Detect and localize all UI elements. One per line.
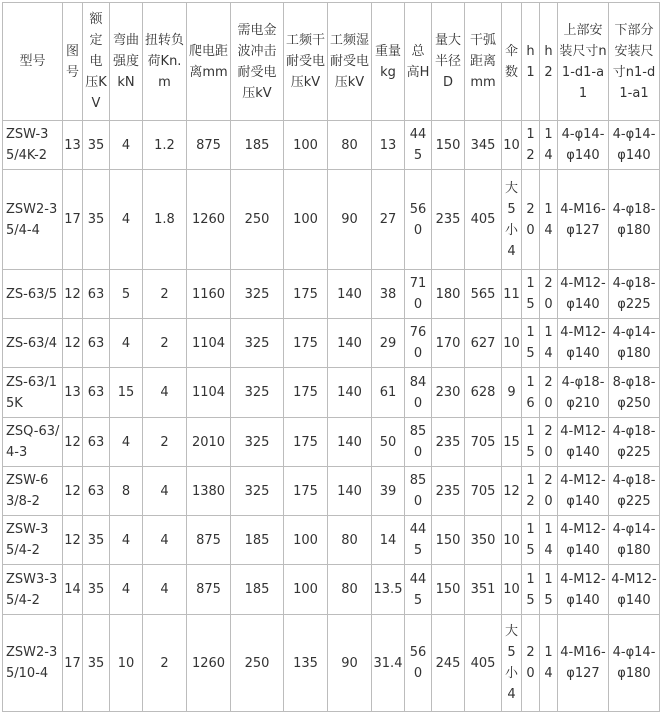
cell-total-height: 445 (405, 565, 432, 615)
table-row (3, 270, 660, 319)
cell-weight: 14 (372, 516, 405, 565)
cell-drawing-no: 12 (63, 516, 83, 565)
cell-creepage-distance: 875 (187, 121, 231, 170)
cell-h1: 12 (522, 121, 540, 170)
cell-h1: 15 (522, 565, 540, 615)
cell-weight: 27 (372, 170, 405, 270)
cell-weight: 13.5 (372, 565, 405, 615)
cell-total-height: 560 (405, 615, 432, 712)
cell-creepage-distance: 1380 (187, 467, 231, 516)
cell-total-height: 445 (405, 516, 432, 565)
cell-drawing-no: 12 (63, 270, 83, 319)
cell-total-height: 760 (405, 319, 432, 368)
cell-dry-withstand: 135 (284, 615, 328, 712)
cell-dry-withstand: 100 (284, 516, 328, 565)
cell-weight: 61 (372, 368, 405, 418)
cell-torsion-load: 4 (143, 565, 187, 615)
cell-top-mount: 4-M12-φ140 (558, 467, 609, 516)
cell-wet-withstand: 140 (328, 467, 372, 516)
cell-creepage-distance: 2010 (187, 418, 231, 467)
cell-model: ZSW2-35/10-4 (3, 615, 63, 712)
cell-creepage-distance: 1104 (187, 368, 231, 418)
cell-bottom-mount: 4-φ14-φ180 (609, 319, 660, 368)
cell-arcing-distance: 627 (465, 319, 502, 368)
header-drawing-no: 图号 (63, 3, 83, 121)
cell-wet-withstand: 140 (328, 418, 372, 467)
cell-top-mount: 4-φ18-φ210 (558, 368, 609, 418)
cell-dry-withstand: 100 (284, 121, 328, 170)
cell-drawing-no: 17 (63, 615, 83, 712)
cell-model: ZSW2-35/4-4 (3, 170, 63, 270)
cell-top-mount: 4-M16-φ127 (558, 615, 609, 712)
cell-bottom-mount: 4-φ14-φ140 (609, 121, 660, 170)
cell-h1: 12 (522, 467, 540, 516)
cell-bottom-mount: 8-φ18-φ250 (609, 368, 660, 418)
cell-weight: 39 (372, 467, 405, 516)
cell-shed-count: 大5小4 (502, 615, 522, 712)
cell-top-mount: 4-M16-φ127 (558, 170, 609, 270)
cell-bending-strength: 4 (110, 516, 143, 565)
cell-top-mount: 4-M12-φ140 (558, 565, 609, 615)
cell-arcing-distance: 345 (465, 121, 502, 170)
cell-total-height: 840 (405, 368, 432, 418)
cell-torsion-load: 2 (143, 319, 187, 368)
cell-bottom-mount: 4-φ18-φ225 (609, 418, 660, 467)
cell-dry-withstand: 175 (284, 368, 328, 418)
cell-bottom-mount: 4-φ14-φ180 (609, 516, 660, 565)
cell-impulse-withstand: 185 (231, 565, 284, 615)
table-row (3, 368, 660, 418)
cell-rated-voltage: 35 (83, 615, 110, 712)
cell-wet-withstand: 140 (328, 368, 372, 418)
cell-bottom-mount: 4-φ18-φ225 (609, 467, 660, 516)
cell-impulse-withstand: 325 (231, 319, 284, 368)
cell-model: ZS-63/15K (3, 368, 63, 418)
cell-top-mount: 4-M12-φ140 (558, 319, 609, 368)
cell-rated-voltage: 63 (83, 418, 110, 467)
cell-max-radius: 230 (432, 368, 465, 418)
cell-drawing-no: 12 (63, 319, 83, 368)
table-body (3, 121, 660, 712)
cell-h1: 15 (522, 418, 540, 467)
cell-weight: 31.4 (372, 615, 405, 712)
cell-h2: 20 (540, 418, 558, 467)
cell-creepage-distance: 875 (187, 565, 231, 615)
cell-bottom-mount: 4-φ18-φ180 (609, 170, 660, 270)
cell-rated-voltage: 35 (83, 170, 110, 270)
header-creepage-distance: 爬电距离mm (187, 3, 231, 121)
cell-h2: 14 (540, 516, 558, 565)
cell-arcing-distance: 405 (465, 170, 502, 270)
cell-rated-voltage: 63 (83, 368, 110, 418)
cell-h2: 14 (540, 121, 558, 170)
cell-shed-count: 10 (502, 319, 522, 368)
cell-bending-strength: 8 (110, 467, 143, 516)
cell-bending-strength: 15 (110, 368, 143, 418)
cell-impulse-withstand: 185 (231, 121, 284, 170)
cell-wet-withstand: 90 (328, 615, 372, 712)
cell-shed-count: 15 (502, 418, 522, 467)
table-row (3, 516, 660, 565)
cell-total-height: 445 (405, 121, 432, 170)
cell-wet-withstand: 140 (328, 319, 372, 368)
header-wet-withstand: 工频湿耐受电压kV (328, 3, 372, 121)
header-shed-count: 伞数 (502, 3, 522, 121)
cell-creepage-distance: 1104 (187, 319, 231, 368)
cell-bottom-mount: 4-φ18-φ225 (609, 270, 660, 319)
cell-drawing-no: 13 (63, 121, 83, 170)
cell-rated-voltage: 35 (83, 516, 110, 565)
cell-shed-count: 11 (502, 270, 522, 319)
table-row (3, 615, 660, 712)
cell-bending-strength: 5 (110, 270, 143, 319)
cell-torsion-load: 4 (143, 368, 187, 418)
header-bottom-mount: 下部分安装尺寸n1-d1-a1 (609, 3, 660, 121)
cell-model: ZSW3-35/4-2 (3, 565, 63, 615)
cell-bending-strength: 4 (110, 170, 143, 270)
cell-arcing-distance: 705 (465, 467, 502, 516)
cell-model: ZSW-63/8-2 (3, 467, 63, 516)
header-bending-strength: 弯曲强度kN (110, 3, 143, 121)
cell-total-height: 850 (405, 418, 432, 467)
cell-shed-count: 10 (502, 565, 522, 615)
cell-torsion-load: 4 (143, 516, 187, 565)
cell-bending-strength: 10 (110, 615, 143, 712)
cell-max-radius: 235 (432, 467, 465, 516)
header-h2: h2 (540, 3, 558, 121)
cell-arcing-distance: 405 (465, 615, 502, 712)
cell-top-mount: 4-φ14-φ140 (558, 121, 609, 170)
cell-creepage-distance: 1160 (187, 270, 231, 319)
cell-dry-withstand: 175 (284, 270, 328, 319)
cell-shed-count: 10 (502, 121, 522, 170)
header-top-mount: 上部安装尺寸n1-d1-a1 (558, 3, 609, 121)
cell-model: ZS-63/4 (3, 319, 63, 368)
cell-wet-withstand: 140 (328, 270, 372, 319)
cell-h2: 15 (540, 565, 558, 615)
cell-model: ZSQ-63/4-3 (3, 418, 63, 467)
cell-arcing-distance: 351 (465, 565, 502, 615)
cell-dry-withstand: 175 (284, 467, 328, 516)
cell-creepage-distance: 1260 (187, 170, 231, 270)
table-row (3, 319, 660, 368)
cell-impulse-withstand: 325 (231, 467, 284, 516)
cell-creepage-distance: 875 (187, 516, 231, 565)
cell-wet-withstand: 80 (328, 516, 372, 565)
cell-h1: 20 (522, 170, 540, 270)
cell-drawing-no: 14 (63, 565, 83, 615)
table-row (3, 565, 660, 615)
cell-bending-strength: 4 (110, 121, 143, 170)
cell-max-radius: 235 (432, 418, 465, 467)
cell-weight: 38 (372, 270, 405, 319)
cell-h2: 14 (540, 615, 558, 712)
cell-h2: 20 (540, 270, 558, 319)
cell-rated-voltage: 35 (83, 565, 110, 615)
cell-max-radius: 150 (432, 565, 465, 615)
header-max-radius: 量大半径D (432, 3, 465, 121)
cell-top-mount: 4-M12-φ140 (558, 418, 609, 467)
header-h1: h1 (522, 3, 540, 121)
cell-h2: 14 (540, 319, 558, 368)
cell-dry-withstand: 175 (284, 319, 328, 368)
cell-rated-voltage: 63 (83, 319, 110, 368)
cell-torsion-load: 4 (143, 467, 187, 516)
cell-total-height: 710 (405, 270, 432, 319)
cell-top-mount: 4-M12-φ140 (558, 516, 609, 565)
cell-weight: 50 (372, 418, 405, 467)
header-impulse-withstand: 需电金波冲击耐受电压kV (231, 3, 284, 121)
cell-bending-strength: 4 (110, 565, 143, 615)
cell-impulse-withstand: 325 (231, 368, 284, 418)
cell-bottom-mount: 4-φ14-φ180 (609, 615, 660, 712)
cell-creepage-distance: 1260 (187, 615, 231, 712)
cell-impulse-withstand: 250 (231, 170, 284, 270)
cell-weight: 29 (372, 319, 405, 368)
cell-dry-withstand: 100 (284, 170, 328, 270)
cell-max-radius: 245 (432, 615, 465, 712)
cell-h1: 15 (522, 319, 540, 368)
cell-impulse-withstand: 185 (231, 516, 284, 565)
cell-torsion-load: 1.2 (143, 121, 187, 170)
cell-wet-withstand: 80 (328, 565, 372, 615)
cell-max-radius: 180 (432, 270, 465, 319)
header-model: 型号 (3, 3, 63, 121)
cell-h2: 20 (540, 467, 558, 516)
cell-arcing-distance: 350 (465, 516, 502, 565)
cell-drawing-no: 13 (63, 368, 83, 418)
cell-arcing-distance: 705 (465, 418, 502, 467)
cell-weight: 13 (372, 121, 405, 170)
cell-drawing-no: 12 (63, 467, 83, 516)
cell-wet-withstand: 90 (328, 170, 372, 270)
table-header-row (3, 3, 660, 121)
cell-torsion-load: 2 (143, 418, 187, 467)
cell-max-radius: 235 (432, 170, 465, 270)
table-row (3, 418, 660, 467)
cell-shed-count: 大5小4 (502, 170, 522, 270)
cell-impulse-withstand: 325 (231, 270, 284, 319)
header-rated-voltage: 额定电压KV (83, 3, 110, 121)
cell-max-radius: 150 (432, 121, 465, 170)
cell-h1: 15 (522, 516, 540, 565)
header-arcing-distance: 干弧距离mm (465, 3, 502, 121)
table-row (3, 170, 660, 270)
cell-shed-count: 10 (502, 516, 522, 565)
cell-max-radius: 150 (432, 516, 465, 565)
cell-arcing-distance: 628 (465, 368, 502, 418)
cell-impulse-withstand: 325 (231, 418, 284, 467)
cell-rated-voltage: 35 (83, 121, 110, 170)
cell-drawing-no: 17 (63, 170, 83, 270)
header-torsion-load: 扭转负荷Kn.m (143, 3, 187, 121)
cell-shed-count: 12 (502, 467, 522, 516)
cell-h1: 20 (522, 615, 540, 712)
cell-rated-voltage: 63 (83, 467, 110, 516)
cell-wet-withstand: 80 (328, 121, 372, 170)
table-row (3, 467, 660, 516)
cell-model: ZSW-35/4K-2 (3, 121, 63, 170)
cell-h1: 15 (522, 270, 540, 319)
cell-bottom-mount: 4-M12-φ140 (609, 565, 660, 615)
cell-bending-strength: 4 (110, 319, 143, 368)
cell-dry-withstand: 175 (284, 418, 328, 467)
cell-total-height: 850 (405, 467, 432, 516)
cell-rated-voltage: 63 (83, 270, 110, 319)
cell-drawing-no: 12 (63, 418, 83, 467)
header-total-height: 总高H (405, 3, 432, 121)
cell-h2: 14 (540, 170, 558, 270)
cell-total-height: 560 (405, 170, 432, 270)
cell-torsion-load: 1.8 (143, 170, 187, 270)
cell-h2: 20 (540, 368, 558, 418)
cell-impulse-withstand: 250 (231, 615, 284, 712)
header-weight: 重量kg (372, 3, 405, 121)
table-row (3, 121, 660, 170)
cell-top-mount: 4-M12-φ140 (558, 270, 609, 319)
cell-torsion-load: 2 (143, 270, 187, 319)
cell-shed-count: 9 (502, 368, 522, 418)
cell-bending-strength: 4 (110, 418, 143, 467)
cell-arcing-distance: 565 (465, 270, 502, 319)
cell-h1: 16 (522, 368, 540, 418)
cell-model: ZS-63/5 (3, 270, 63, 319)
cell-torsion-load: 2 (143, 615, 187, 712)
cell-model: ZSW-35/4-2 (3, 516, 63, 565)
cell-max-radius: 170 (432, 319, 465, 368)
insulator-spec-table (2, 2, 660, 712)
cell-dry-withstand: 100 (284, 565, 328, 615)
header-dry-withstand: 工频干耐受电压kV (284, 3, 328, 121)
